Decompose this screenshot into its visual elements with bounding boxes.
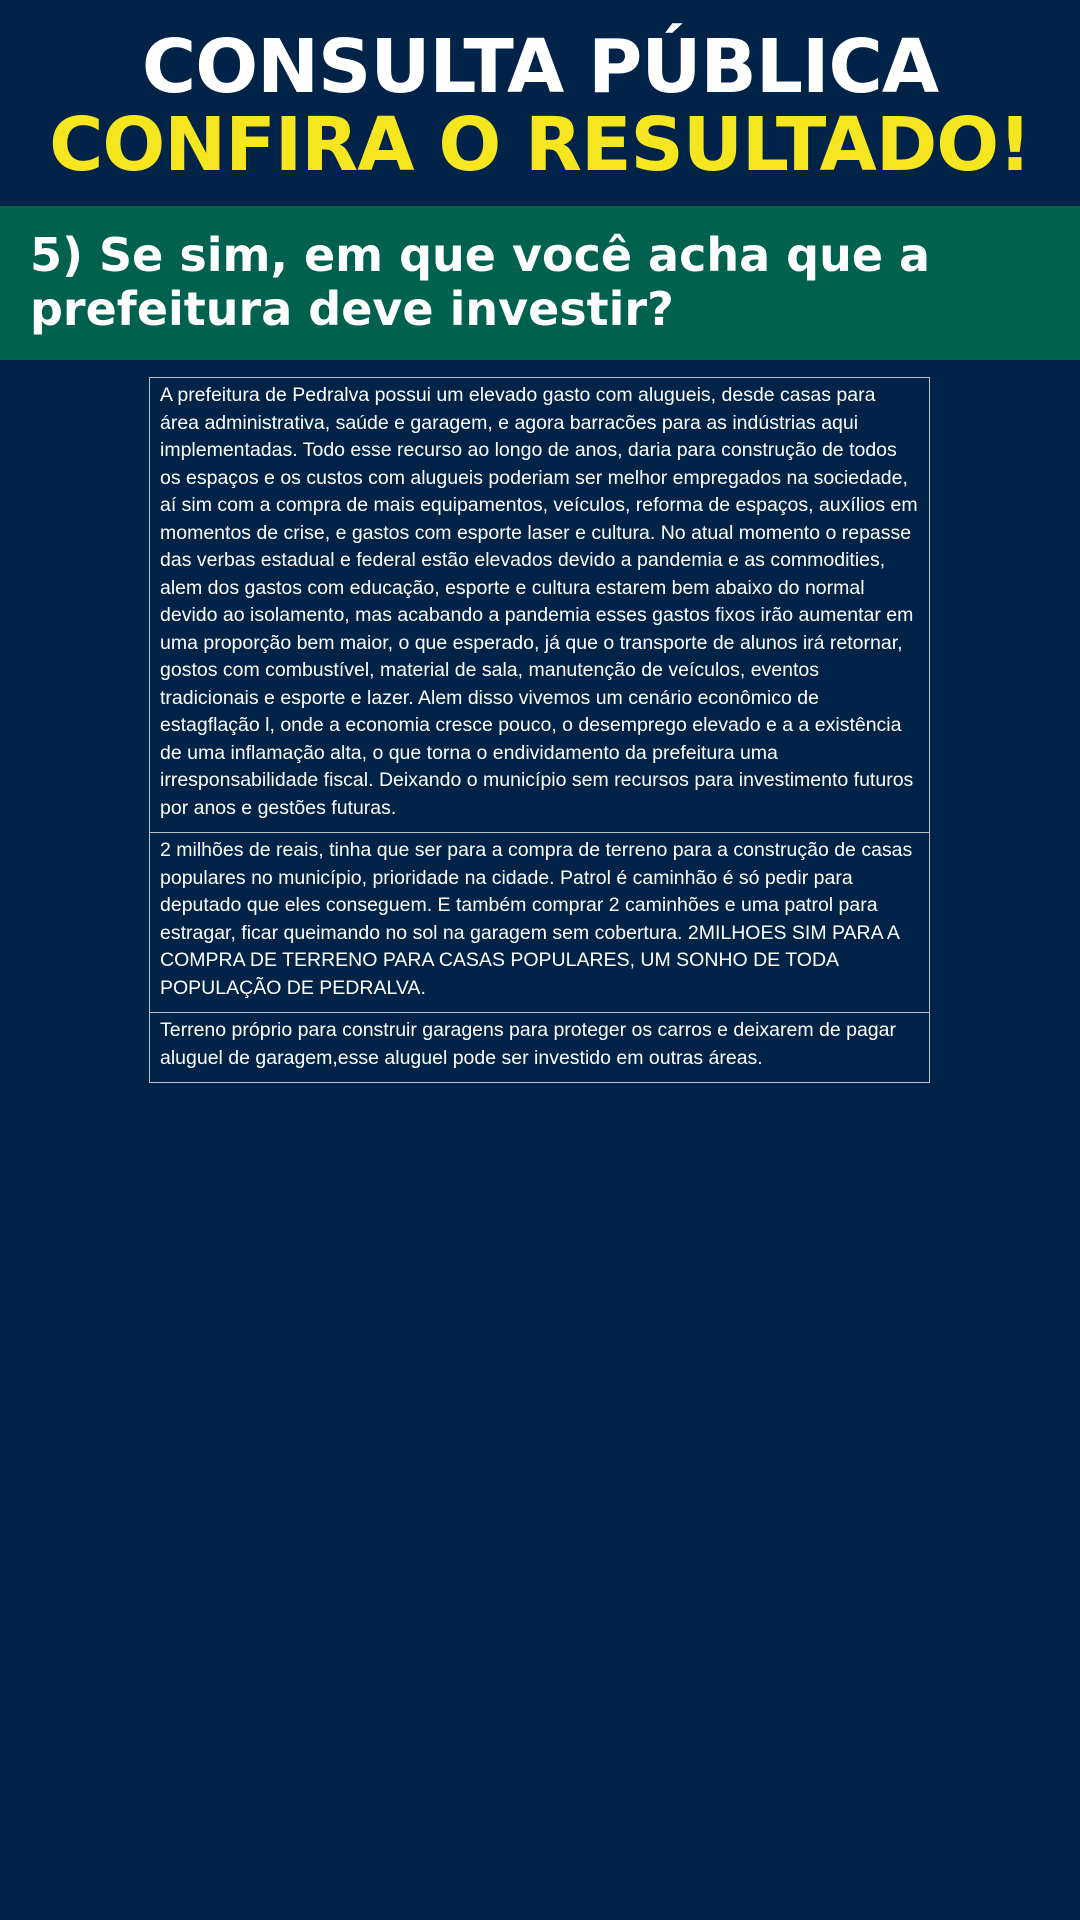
question-text: 5) Se sim, em que você acha que a prefeitura deve investir? xyxy=(30,228,931,336)
question-band xyxy=(0,206,1080,360)
title-confira-resultado: CONFIRA O RESULTADO! xyxy=(49,102,1031,188)
header xyxy=(0,0,1080,206)
title-consulta-publica: CONSULTA PÚBLICA xyxy=(141,24,939,110)
answer-cell: Terreno próprio para construir garagens para proteger os carros e deixarem de pagar aluguel de garagem,esse aluguel pode ser investido em outras áreas. xyxy=(150,1012,929,1082)
answer-cell: 2 milhões de reais, tinha que ser para a compra de terreno para a construção de casas populares no município, prioridade na cidade. Patrol é caminhão é só pedir para deputado que eles conseguem. E também comprar 2 caminhões e uma patrol para estragar, ficar queimando no sol na garagem sem cobertura. 2MILHOES SIM PARA A COMPRA DE TERRENO PARA CASAS POPULARES, UM SONHO DE TODA POPULAÇÃO DE PEDRALVA. xyxy=(150,832,929,1012)
answer-cell: A prefeitura de Pedralva possui um elevado gasto com alugueis, desde casas para área administrativa, saúde e garagem, e agora barracões para as indústrias aqui implementadas. Todo esse recurso ao longo de anos, daria para construção de todos os espaços e os custos com alugueis poderiam ser melhor empregados na sociedade, aí sim com a compra de mais equipamentos, veículos, reforma de espaços, auxílios em momentos de crise, e gastos com esporte laser e cultura. No atual momento o repasse das verbas estadual e federal estão elevados devido a pandemia e as commodities, alem dos gastos com educação, esporte e cultura estarem bem abaixo do normal devido ao isolamento, mas acabando a pandemia esses gastos fixos irão aumentar em uma proporção bem maior, o que esperado, já que o transporte de alunos irá retornar, gostos com combustível, material de sala, manutenção de veículos, eventos tradicionais e esporte e lazer. Alem disso vivemos um cenário econômico de estagflação l, onde a economia cresce pouco, o desemprego elevado e a a existência de uma inflamação alta, o que torna o endividamento da prefeitura uma irresponsabilidade fiscal. Deixando o município sem recursos para investimento futuros por anos e gestões futuras. xyxy=(160,384,918,819)
answers-table xyxy=(149,377,930,1083)
